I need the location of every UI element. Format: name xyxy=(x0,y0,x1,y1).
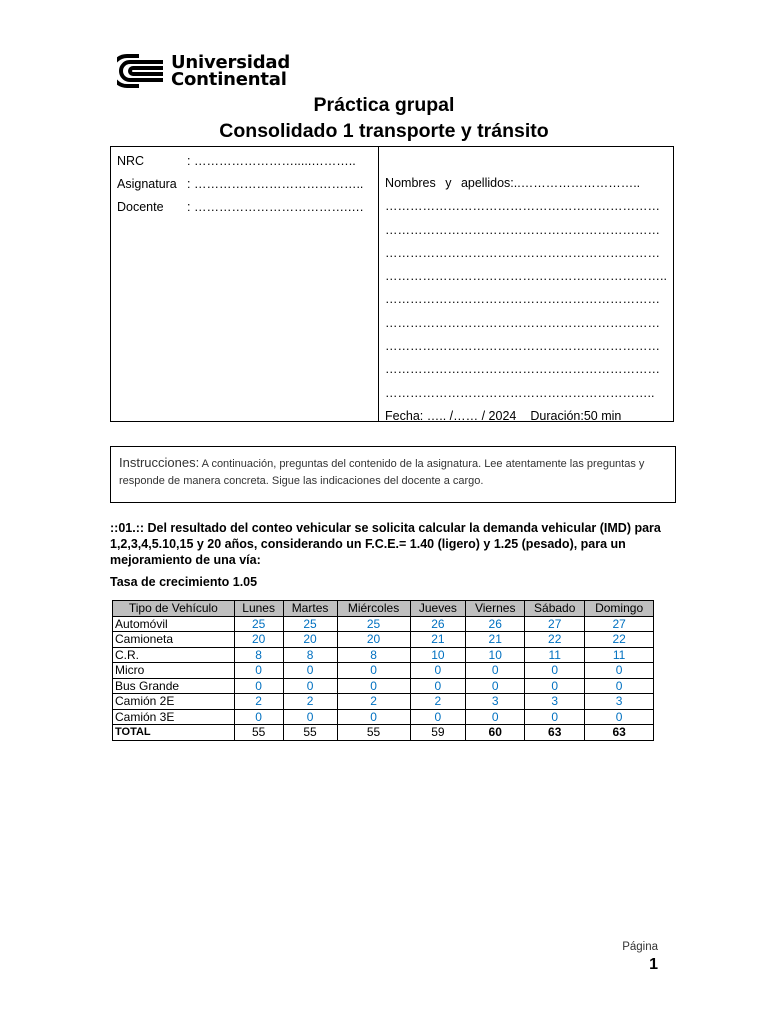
vehicle-count-table xyxy=(112,600,654,741)
count-cell: 10 xyxy=(466,647,525,663)
header-cell: Domingo xyxy=(585,601,654,617)
vehicle-type-cell: TOTAL xyxy=(113,725,235,741)
logo-line1: Universidad xyxy=(171,52,291,73)
count-cell: 0 xyxy=(585,678,654,694)
count-cell: 55 xyxy=(337,725,410,741)
count-cell: 20 xyxy=(234,632,283,648)
table-row xyxy=(113,694,654,710)
count-cell: 25 xyxy=(337,616,410,632)
nombres-field[interactable]: Nombres y apellidos:..……………………….. xyxy=(385,176,641,190)
title-line1: Práctica grupal xyxy=(313,94,455,116)
count-cell: 21 xyxy=(410,632,466,648)
count-cell: 27 xyxy=(525,616,585,632)
count-cell: 25 xyxy=(283,616,337,632)
table-row xyxy=(113,663,654,679)
fill-line[interactable]: ………………………………………………………… xyxy=(385,292,661,307)
count-cell: 11 xyxy=(585,647,654,663)
count-cell: 0 xyxy=(337,678,410,694)
instructions-box xyxy=(110,446,676,503)
table-row xyxy=(113,616,654,632)
university-logo-icon xyxy=(117,53,165,89)
count-cell: 55 xyxy=(234,725,283,741)
count-cell: 63 xyxy=(525,725,585,741)
count-cell: 0 xyxy=(525,709,585,725)
count-cell: 0 xyxy=(466,709,525,725)
count-cell: 11 xyxy=(525,647,585,663)
info-right-column xyxy=(379,147,673,421)
page-number: 1 xyxy=(649,956,658,973)
instructions-text: A continuación, preguntas del contenido de la asignatura. Lee atentamente las preguntas y responde de manera concreta. Sigue las indicaciones del docente a cargo. xyxy=(119,458,645,487)
docente-value: : ……………………………….…. xyxy=(187,200,364,214)
instructions-heading: Instrucciones: xyxy=(119,455,200,470)
duration-text: Duración:50 min xyxy=(530,408,622,423)
count-cell: 0 xyxy=(525,678,585,694)
count-cell: 22 xyxy=(585,632,654,648)
count-cell: 0 xyxy=(410,709,466,725)
count-cell: 0 xyxy=(410,678,466,694)
count-cell: 0 xyxy=(234,663,283,679)
count-cell: 3 xyxy=(525,694,585,710)
count-cell: 21 xyxy=(466,632,525,648)
count-cell: 0 xyxy=(585,709,654,725)
count-cell: 55 xyxy=(283,725,337,741)
logo-text xyxy=(171,54,290,88)
count-cell: 0 xyxy=(410,663,466,679)
header-cell: Viernes xyxy=(466,601,525,617)
count-cell: 8 xyxy=(234,647,283,663)
asignatura-field[interactable] xyxy=(117,176,372,199)
docente-field[interactable] xyxy=(117,199,372,222)
header-cell: Sábado xyxy=(525,601,585,617)
fill-line[interactable]: ………………………………………………………… xyxy=(385,245,661,260)
count-cell: 0 xyxy=(234,678,283,694)
table-header-row xyxy=(113,601,654,617)
count-cell: 0 xyxy=(585,663,654,679)
asignatura-label: Asignatura xyxy=(117,177,177,191)
count-cell: 0 xyxy=(337,709,410,725)
nrc-label: NRC xyxy=(117,154,145,168)
fill-line[interactable]: ………………………………………………………… xyxy=(385,199,661,214)
count-cell: 59 xyxy=(410,725,466,741)
count-cell: 2 xyxy=(234,694,283,710)
table-row xyxy=(113,632,654,648)
vehicle-type-cell: Micro xyxy=(113,663,235,679)
fecha-field[interactable]: Fecha: ….. /…… / 2024 xyxy=(385,408,517,423)
count-cell: 0 xyxy=(337,663,410,679)
asignatura-value: : ………………………………….. xyxy=(187,177,364,191)
header-cell: Tipo de Vehículo xyxy=(113,601,235,617)
docente-label: Docente xyxy=(117,200,164,214)
fecha-row xyxy=(385,408,667,431)
vehicle-type-cell: Automóvil xyxy=(113,616,235,632)
fill-line[interactable]: ………………………………………………………… xyxy=(385,315,661,330)
fill-line[interactable]: ………………………………………………………… xyxy=(385,222,661,237)
count-cell: 2 xyxy=(337,694,410,710)
count-cell: 8 xyxy=(337,647,410,663)
count-cell: 26 xyxy=(466,616,525,632)
count-cell: 22 xyxy=(525,632,585,648)
count-cell: 25 xyxy=(234,616,283,632)
count-cell: 60 xyxy=(466,725,525,741)
table-row xyxy=(113,678,654,694)
fill-line[interactable]: ………………………………………………………… xyxy=(385,339,661,354)
logo-line2: Continental xyxy=(171,69,287,90)
nrc-field[interactable] xyxy=(117,153,372,176)
university-logo xyxy=(117,52,290,90)
count-cell: 0 xyxy=(283,678,337,694)
question-text: ::01.:: Del resultado del conteo vehicular se solicita calcular la demanda vehicular (IMD) para 1,2,3,4,5.10,15 y 20 años, considerando un F.C.E.= 1.40 (ligero) y 1.25 (pesado), para un mejoramiento de una vía: xyxy=(110,521,661,567)
nrc-value: : …………………….....……….. xyxy=(187,154,356,168)
info-left-column xyxy=(111,147,379,421)
count-cell: 26 xyxy=(410,616,466,632)
vehicle-type-cell: Bus Grande xyxy=(113,678,235,694)
title-line2: Consolidado 1 transporte y tránsito xyxy=(219,120,549,142)
count-cell: 8 xyxy=(283,647,337,663)
table-row xyxy=(113,709,654,725)
count-cell: 0 xyxy=(283,663,337,679)
fill-line[interactable]: ………………………………………………………… xyxy=(385,362,661,377)
header-cell: Jueves xyxy=(410,601,466,617)
count-cell: 0 xyxy=(234,709,283,725)
header-cell: Miércoles xyxy=(337,601,410,617)
count-cell: 0 xyxy=(283,709,337,725)
info-box xyxy=(110,146,674,422)
count-cell: 20 xyxy=(283,632,337,648)
table-total-row xyxy=(113,725,654,741)
table-row xyxy=(113,647,654,663)
vehicle-type-cell: C.R. xyxy=(113,647,235,663)
header-cell: Lunes xyxy=(234,601,283,617)
count-cell: 20 xyxy=(337,632,410,648)
vehicle-type-cell: Camión 3E xyxy=(113,709,235,725)
fill-line[interactable]: ……………………………………………………….. xyxy=(385,385,655,400)
page-label: Página xyxy=(622,941,658,953)
count-cell: 2 xyxy=(410,694,466,710)
growth-rate-text: Tasa de crecimiento 1.05 xyxy=(110,575,258,589)
count-cell: 10 xyxy=(410,647,466,663)
header-cell: Martes xyxy=(283,601,337,617)
count-cell: 0 xyxy=(466,663,525,679)
count-cell: 0 xyxy=(525,663,585,679)
count-cell: 27 xyxy=(585,616,654,632)
vehicle-type-cell: Camión 2E xyxy=(113,694,235,710)
count-cell: 2 xyxy=(283,694,337,710)
count-cell: 63 xyxy=(585,725,654,741)
fill-line[interactable]: ………………………………………………………….. xyxy=(385,269,667,284)
count-cell: 3 xyxy=(585,694,654,710)
count-cell: 0 xyxy=(466,678,525,694)
vehicle-type-cell: Camioneta xyxy=(113,632,235,648)
count-cell: 3 xyxy=(466,694,525,710)
